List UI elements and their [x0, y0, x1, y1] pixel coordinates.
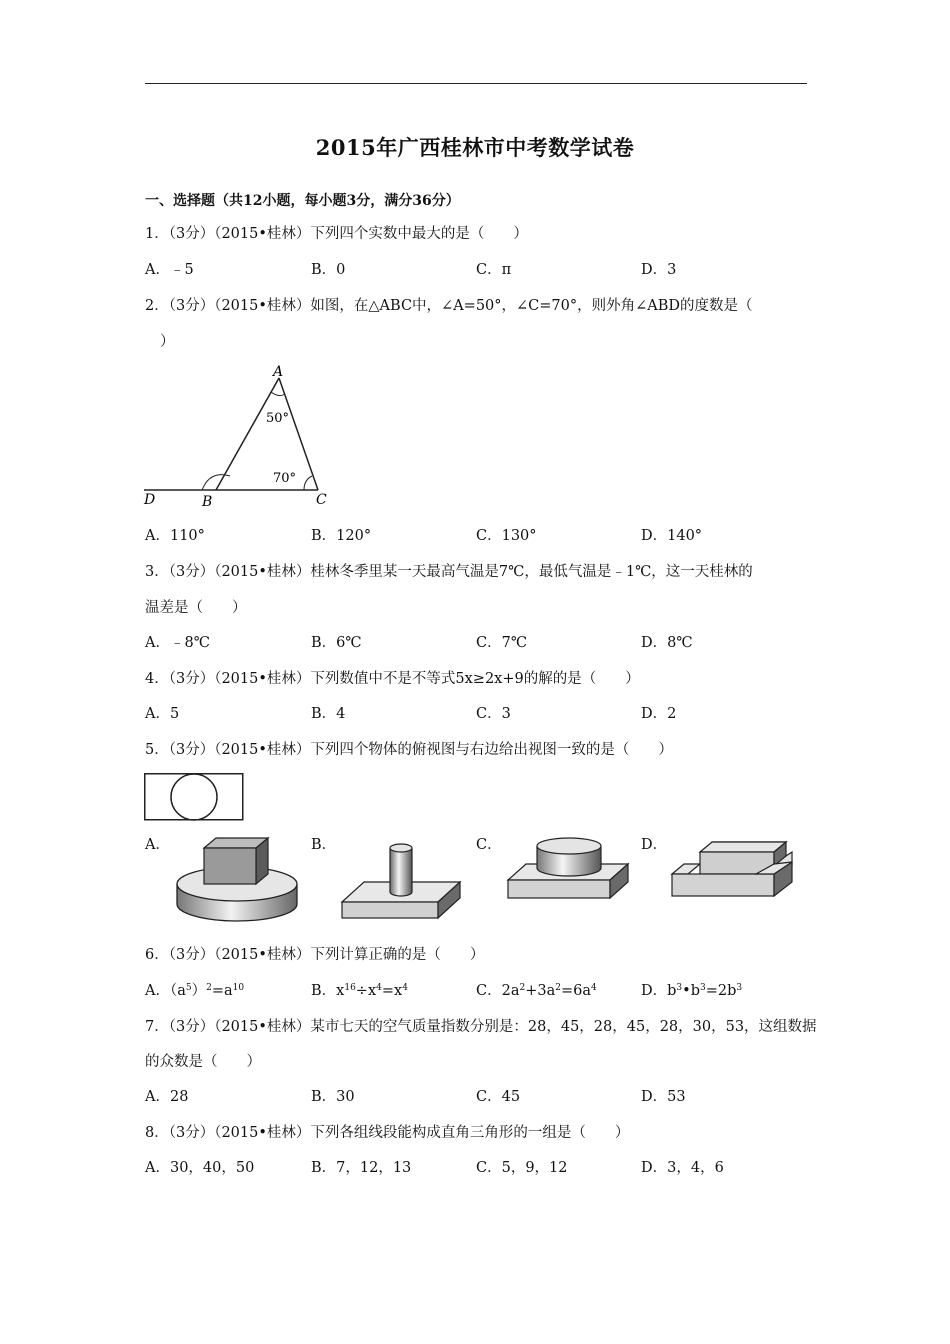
q4-option-c: C．3	[476, 706, 511, 722]
q3-option-d: D．8℃	[641, 635, 693, 651]
q1-option-c: C．π	[476, 262, 512, 278]
vertex-a-label: A	[273, 364, 284, 380]
question-6-stem: 6．（3分）（2015•桂林）下列计算正确的是（ ）	[145, 947, 485, 963]
q1-option-a: A．﹣5	[145, 262, 194, 278]
question-2-stem-cont: ）	[160, 334, 175, 350]
question-2-stem: 2．（3分）（2015•桂林）如图，在△ABC中，∠A=50°，∠C=70°，则外角∠ABD的度数是（	[145, 298, 753, 314]
q7-option-b: B．30	[311, 1089, 355, 1105]
given-view-figure	[144, 773, 244, 821]
angle-c-label: 70°	[273, 471, 297, 486]
vertex-b-label: B	[202, 494, 213, 510]
q6-option-c: C．$2a^2+3a^2=6a^4$	[476, 983, 597, 999]
q7-option-a: A．28	[145, 1089, 189, 1105]
q4-option-d: D．2	[641, 706, 677, 722]
q3-option-b: B．6℃	[311, 635, 362, 651]
q8-option-d: D．3，4，6	[641, 1160, 724, 1176]
q2-option-d: D．140°	[641, 528, 703, 544]
q2-option-a: A．110°	[145, 528, 205, 544]
solid-a-figure	[174, 836, 300, 926]
q5-option-c: C．	[476, 837, 502, 853]
question-7-stem-cont: 的众数是（ ）	[145, 1054, 261, 1070]
q7-option-d: D．53	[641, 1089, 686, 1105]
question-4-stem: 4．（3分）（2015•桂林）下列数值中不是不等式5x≥2x+9的解的是（ ）	[145, 671, 640, 687]
q3-option-c: C．7℃	[476, 635, 528, 651]
triangle-figure	[140, 364, 340, 512]
question-7-stem: 7．（3分）（2015•桂林）某市七天的空气质量指数分别是：28，45，28，45，28，30，53，这组数据	[145, 1019, 817, 1035]
question-1-stem: 1．（3分）（2015•桂林）下列四个实数中最大的是（ ）	[145, 226, 528, 242]
section-heading: 一、选择题（共12小题，每小题3分，满分36分）	[145, 193, 460, 209]
q4-option-b: B．4	[311, 706, 346, 722]
vertex-c-label: C	[316, 492, 327, 508]
q1-option-b: B．0	[311, 262, 346, 278]
q8-option-b: B．7，12，13	[311, 1160, 412, 1176]
question-3-stem: 3．（3分）（2015•桂林）桂林冬季里某一天最高气温是7℃，最低气温是﹣1℃，这一天桂林的	[145, 564, 753, 580]
q6-option-b: B．$x^{16}\div x^4=x^4$	[311, 983, 408, 999]
angle-a-label: 50°	[266, 411, 290, 426]
q4-option-a: A．5	[145, 706, 180, 722]
q6-option-d: D．$b^3•b^3=2b^3$	[641, 983, 743, 999]
q5-option-b: B．	[311, 837, 337, 853]
q2-option-b: B．120°	[311, 528, 372, 544]
q3-option-a: A．﹣8℃	[145, 635, 210, 651]
page-title: 2015年广西桂林市中考数学试卷	[315, 135, 635, 160]
q6-option-a: A．$(a^5)^2=a^{10}$	[145, 983, 245, 999]
q8-option-a: A．30，40，50	[145, 1160, 255, 1176]
q8-option-c: C．5，9，12	[476, 1160, 568, 1176]
question-3-stem-cont: 温差是（ ）	[145, 600, 247, 616]
vertex-d-label: D	[144, 492, 156, 508]
question-5-stem: 5．（3分）（2015•桂林）下列四个物体的俯视图与右边给出视图一致的是（ ）	[145, 742, 673, 758]
solid-c-figure	[506, 834, 630, 904]
q5-option-a: A．	[145, 837, 170, 853]
q7-option-c: C．45	[476, 1089, 521, 1105]
solid-d-figure	[670, 838, 794, 900]
header-rule	[145, 83, 807, 84]
solid-b-figure	[340, 840, 462, 922]
q1-option-d: D．3	[641, 262, 677, 278]
question-8-stem: 8．（3分）（2015•桂林）下列各组线段能构成直角三角形的一组是（ ）	[145, 1125, 630, 1141]
q2-option-c: C．130°	[476, 528, 537, 544]
q5-option-d: D．	[641, 837, 668, 853]
